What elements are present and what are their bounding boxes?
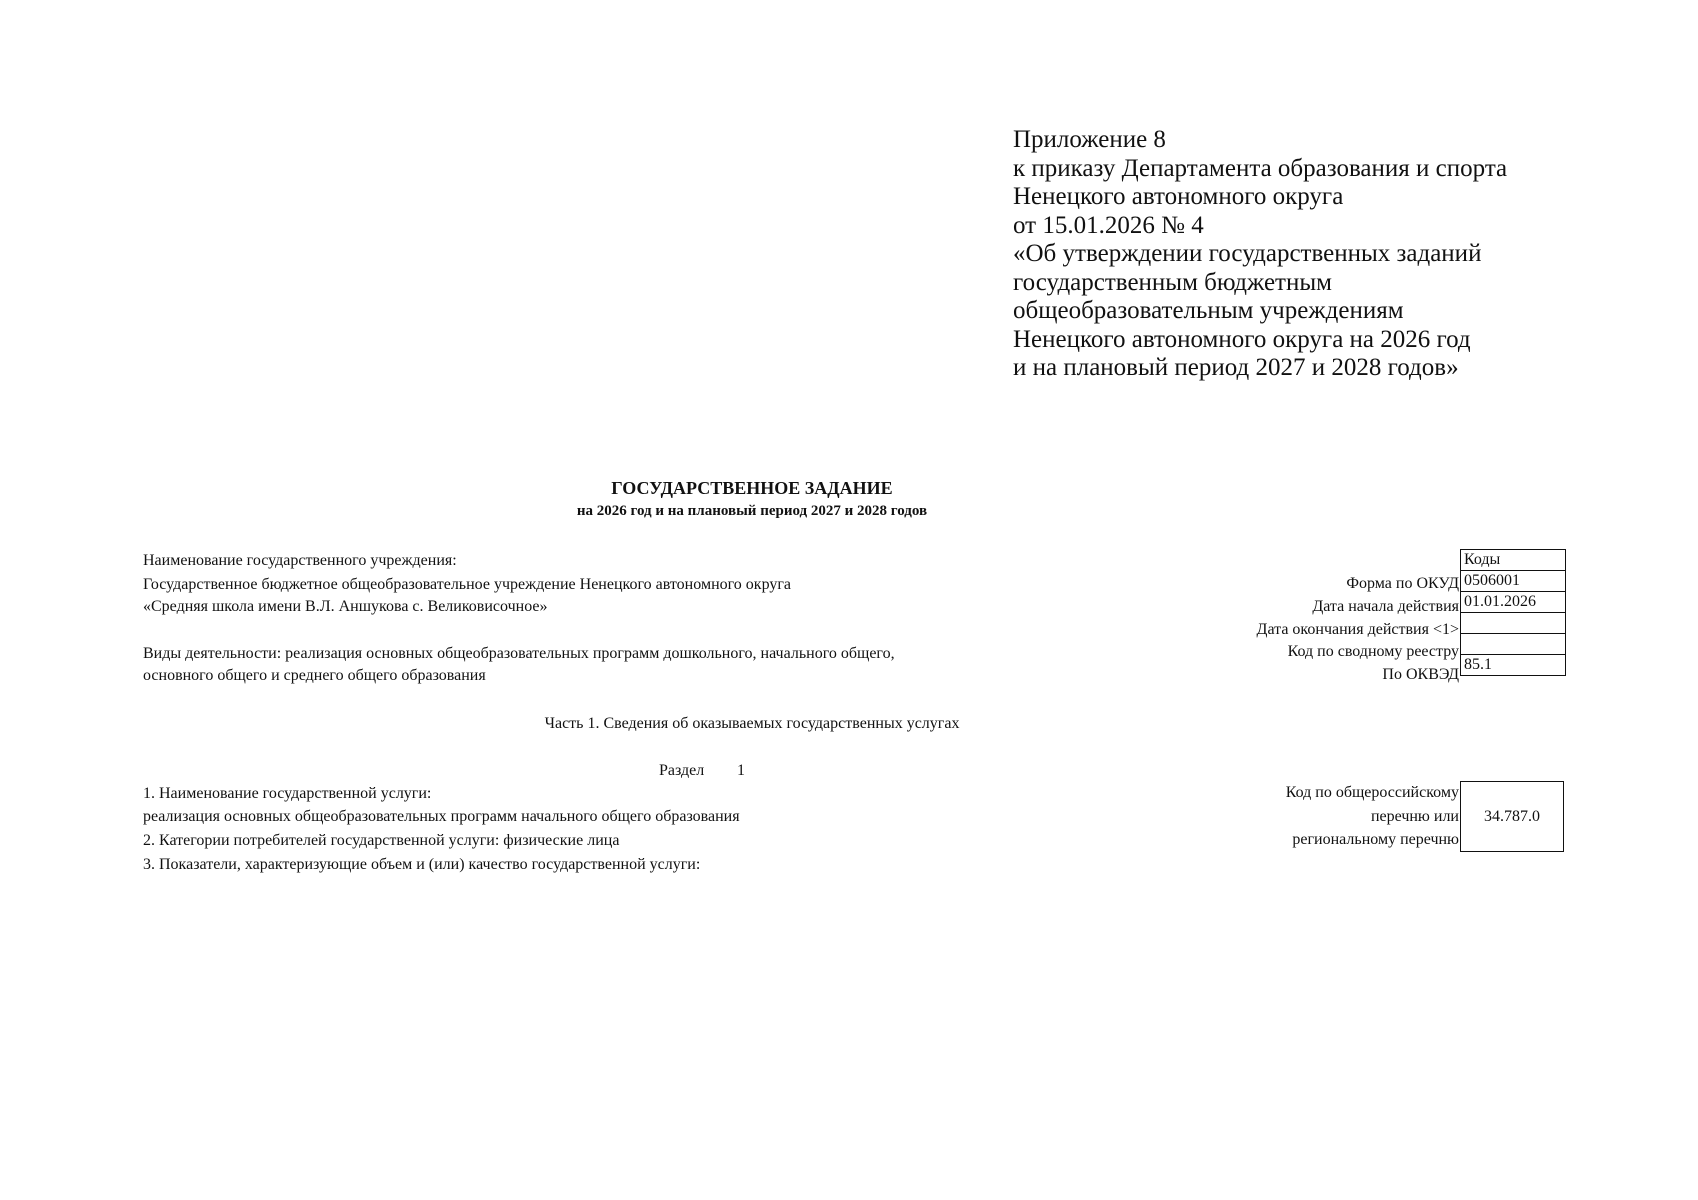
annex-line: Ненецкого автономного округа — [1013, 183, 1344, 210]
activities-line1: Виды деятельности: реализация основных общеобразовательных программ дошкольного, начального общего, — [143, 645, 895, 662]
registry-label-line2: перечню или — [1370, 808, 1459, 825]
codes-label-registry: Код по сводному реестру — [1287, 643, 1459, 660]
annex-line: государственным бюджетным — [1013, 268, 1332, 296]
service-name: реализация основных общеобразовательных программ начального общего образования — [143, 808, 740, 825]
annex-line: и на плановый период 2027 и 2028 годов» — [1013, 354, 1459, 381]
registry-code-box — [1460, 781, 1564, 852]
codes-value-okved: 85.1 — [1461, 655, 1566, 676]
document-subtitle: на 2026 год и на плановый период 2027 и 2028 годов — [576, 503, 928, 519]
annex-header — [1013, 126, 1507, 383]
activities-line2: основного общего и среднего общего образования — [143, 667, 486, 684]
annex-line: к приказу Департамента образования и спорта — [1013, 154, 1508, 182]
registry-label-line3: региональному перечню — [1292, 831, 1459, 848]
codes-value-registry — [1461, 634, 1566, 655]
codes-table — [1460, 549, 1566, 676]
service-item3: 3. Показатели, характеризующие объем и (или) качество государственной услуги: — [143, 856, 701, 873]
service-item2: 2. Категории потребителей государственной услуги: физические лица — [143, 832, 620, 849]
annex-line: общеобразовательным учреждениям — [1013, 297, 1404, 324]
codes-value-end-date — [1461, 613, 1566, 634]
section-label: Раздел — [659, 762, 705, 779]
annex-line: Приложение 8 — [1013, 126, 1166, 153]
annex-line: Ненецкого автономного округа на 2026 год — [1013, 325, 1471, 353]
service-item1: 1. Наименование государственной услуги: — [143, 785, 432, 802]
institution-name-line1: Государственное бюджетное общеобразовательное учреждение Ненецкого автономного округа — [143, 576, 792, 593]
annex-line: «Об утверждении государственных заданий — [1013, 240, 1482, 267]
codes-header: Коды — [1461, 550, 1566, 571]
codes-label-okved: По ОКВЭД — [1382, 666, 1459, 683]
registry-label-line1: Код по общероссийскому — [1285, 784, 1459, 801]
codes-label-start-date: Дата начала действия — [1312, 598, 1459, 615]
document-title: ГОСУДАРСТВЕННОЕ ЗАДАНИЕ — [611, 478, 893, 498]
codes-label-okud: Форма по ОКУД — [1346, 575, 1459, 592]
codes-label-end-date: Дата окончания действия <1> — [1256, 621, 1459, 638]
codes-value-start-date: 01.01.2026 — [1461, 592, 1566, 613]
part-title: Часть 1. Сведения об оказываемых государственных услугах — [544, 715, 960, 732]
annex-line: от 15.01.2026 № 4 — [1013, 211, 1204, 239]
institution-label: Наименование государственного учреждения: — [143, 552, 457, 569]
registry-code: 34.787.0 — [1484, 807, 1540, 825]
codes-value-okud: 0506001 — [1461, 571, 1566, 592]
section-number: 1 — [737, 762, 745, 779]
institution-name-line2: «Средняя школа имени В.Л. Аншукова с. Великовисочное» — [143, 598, 548, 615]
